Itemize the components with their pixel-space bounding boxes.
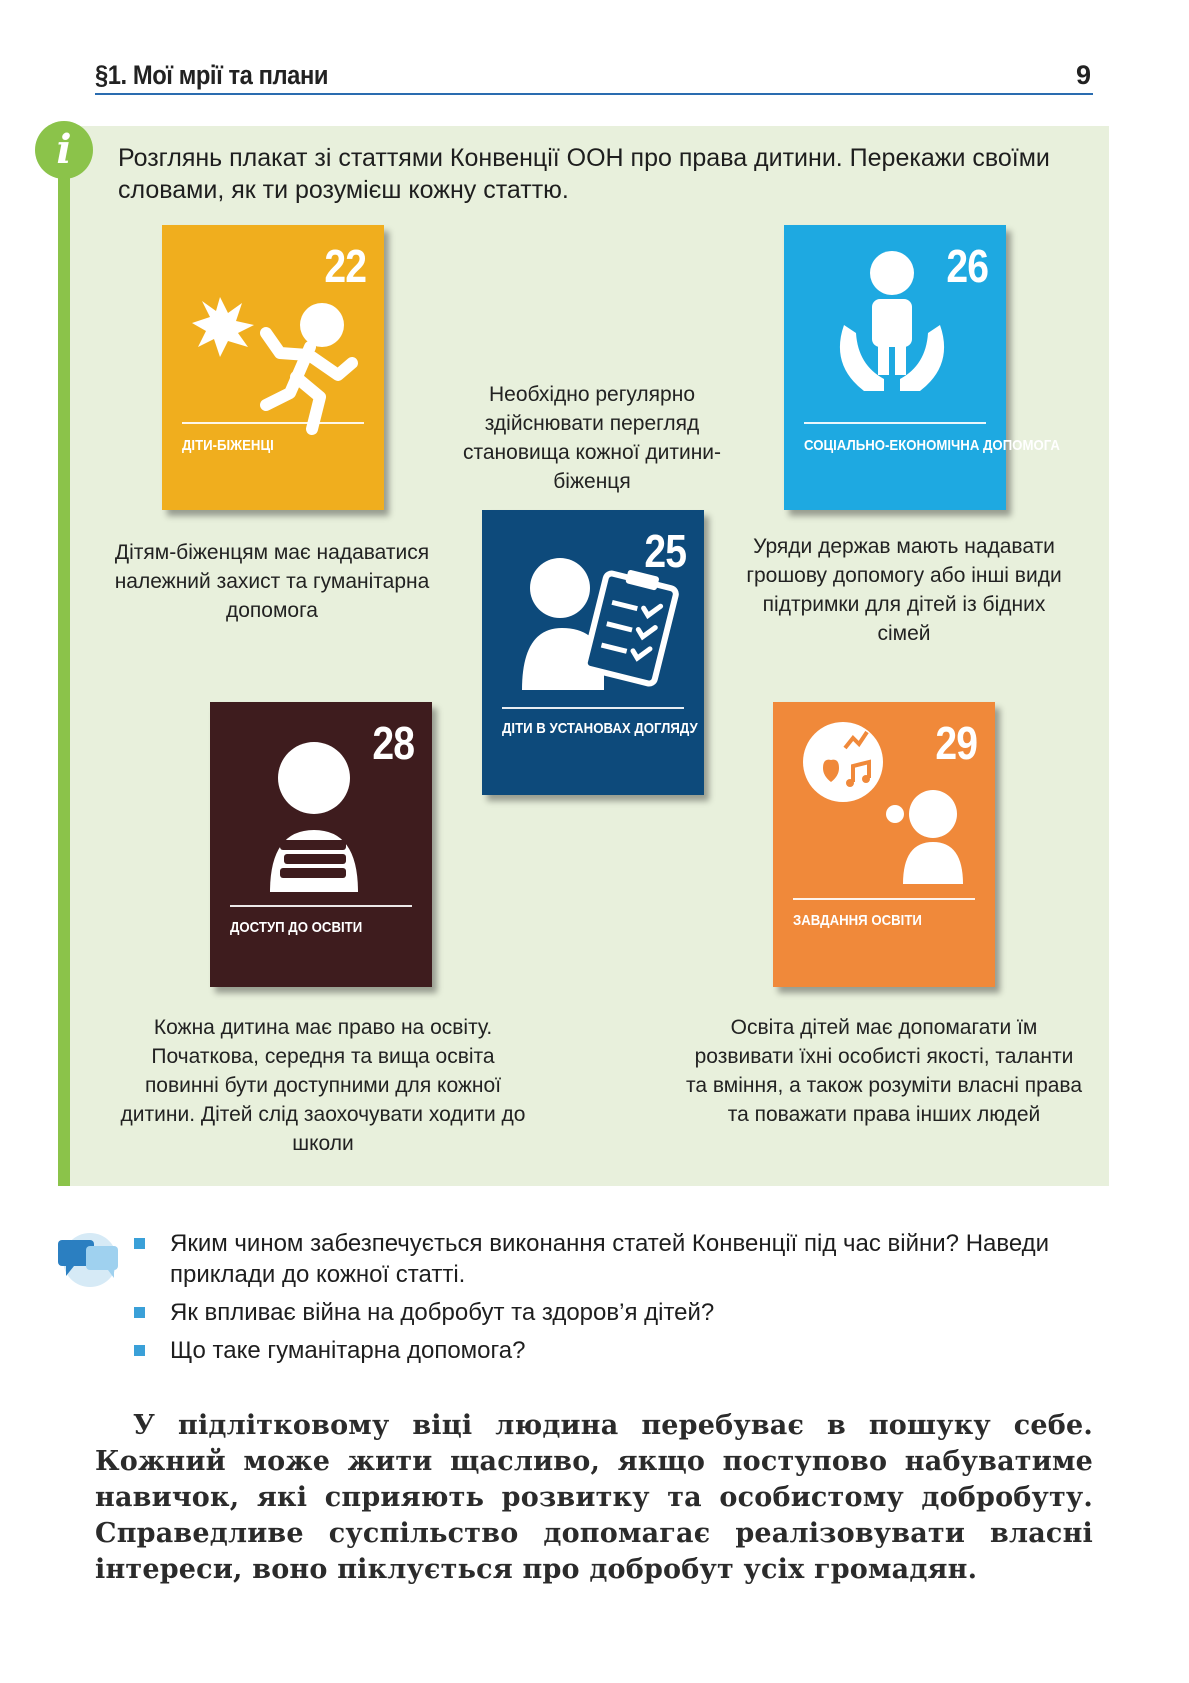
article-label: ЗАВДАННЯ ОСВІТИ	[793, 912, 922, 929]
article-label: ДІТИ-БІЖЕНЦІ	[182, 437, 274, 454]
question-text: Що таке гуманітарна допомога?	[170, 1337, 526, 1364]
question-item	[130, 1297, 1110, 1328]
article-number: 26	[946, 240, 988, 292]
caption-article-25: Необхідно регулярно здійснювати перегляд становища кожної дитини-біженця	[462, 383, 722, 493]
article-number: 28	[372, 717, 414, 769]
info-panel-accent-bar	[58, 126, 70, 1186]
closing-paragraph: У підлітковому віці людина перебуває в пошуку себе. Кожний може жити щасливо, якщо поступово набуватиме навичок, які сприяють розвитку та особистому добробуту. Справедливе суспільство допомагає реалізовувати власні інтереси, воно піклується про добробут усіх громадян.	[95, 1410, 1093, 1585]
article-card-26	[784, 225, 1060, 510]
caption-article-26: Уряди держав мають надавати грошову допомогу або інші види підтримки для дітей із бідних сімей	[746, 535, 1062, 645]
caption-article-29: Освіта дітей має допомагати їм розвивати їхні особисті якості, таланти та вміння, а також розуміти власні права та поважати права інших людей	[685, 1016, 1083, 1126]
article-label: СОЦІАЛЬНО-ЕКОНОМІЧНА ДОПОМОГА	[804, 437, 1060, 454]
card-divider	[804, 422, 986, 424]
card-divider	[182, 422, 364, 424]
bullet-icon	[134, 1238, 145, 1249]
header-divider	[95, 93, 1093, 95]
card-divider	[230, 905, 412, 907]
article-card-25	[482, 510, 704, 795]
question-text: Як впливає війна на добробут та здоров’я дітей?	[170, 1299, 715, 1326]
question-item	[130, 1335, 1110, 1366]
article-card-22	[162, 225, 384, 510]
article-label: ДОСТУП ДО ОСВІТИ	[230, 919, 363, 936]
card-divider	[793, 898, 975, 900]
info-icon: i	[35, 121, 93, 179]
bullet-icon	[134, 1345, 145, 1356]
section-title: §1. Мої мрії та плани	[95, 60, 329, 90]
bullet-icon	[134, 1307, 145, 1318]
article-number: 22	[324, 240, 366, 292]
article-card-29	[773, 702, 995, 987]
article-number: 29	[935, 717, 977, 769]
card-divider	[502, 707, 684, 709]
page-number: 9	[1075, 60, 1091, 90]
article-number: 25	[644, 525, 686, 577]
speech-bubbles-icon	[56, 1232, 122, 1288]
info-intro-text: Розглянь плакат зі статтями Конвенції ООН про права дитини. Перекажи своїми словами, як ти розумієш кожну статтю.	[118, 144, 1050, 204]
article-card-28	[210, 702, 432, 987]
caption-article-22: Дітям-біженцям має надаватися належний захист та гуманітарна допомога	[114, 541, 430, 622]
article-label: ДІТИ В УСТАНОВАХ ДОГЛЯДУ	[502, 720, 698, 737]
question-item	[130, 1228, 1110, 1290]
question-text: Яким чином забезпечується виконання статей Конвенції під час війни? Наведи приклади до кожної статті.	[170, 1230, 1050, 1288]
discussion-questions	[130, 1228, 1110, 1373]
caption-article-28: Кожна дитина має право на освіту. Початкова, середня та вища освіта повинні бути доступними для кожної дитини. Дітей слід заохочувати ходити до школи	[120, 1016, 526, 1155]
